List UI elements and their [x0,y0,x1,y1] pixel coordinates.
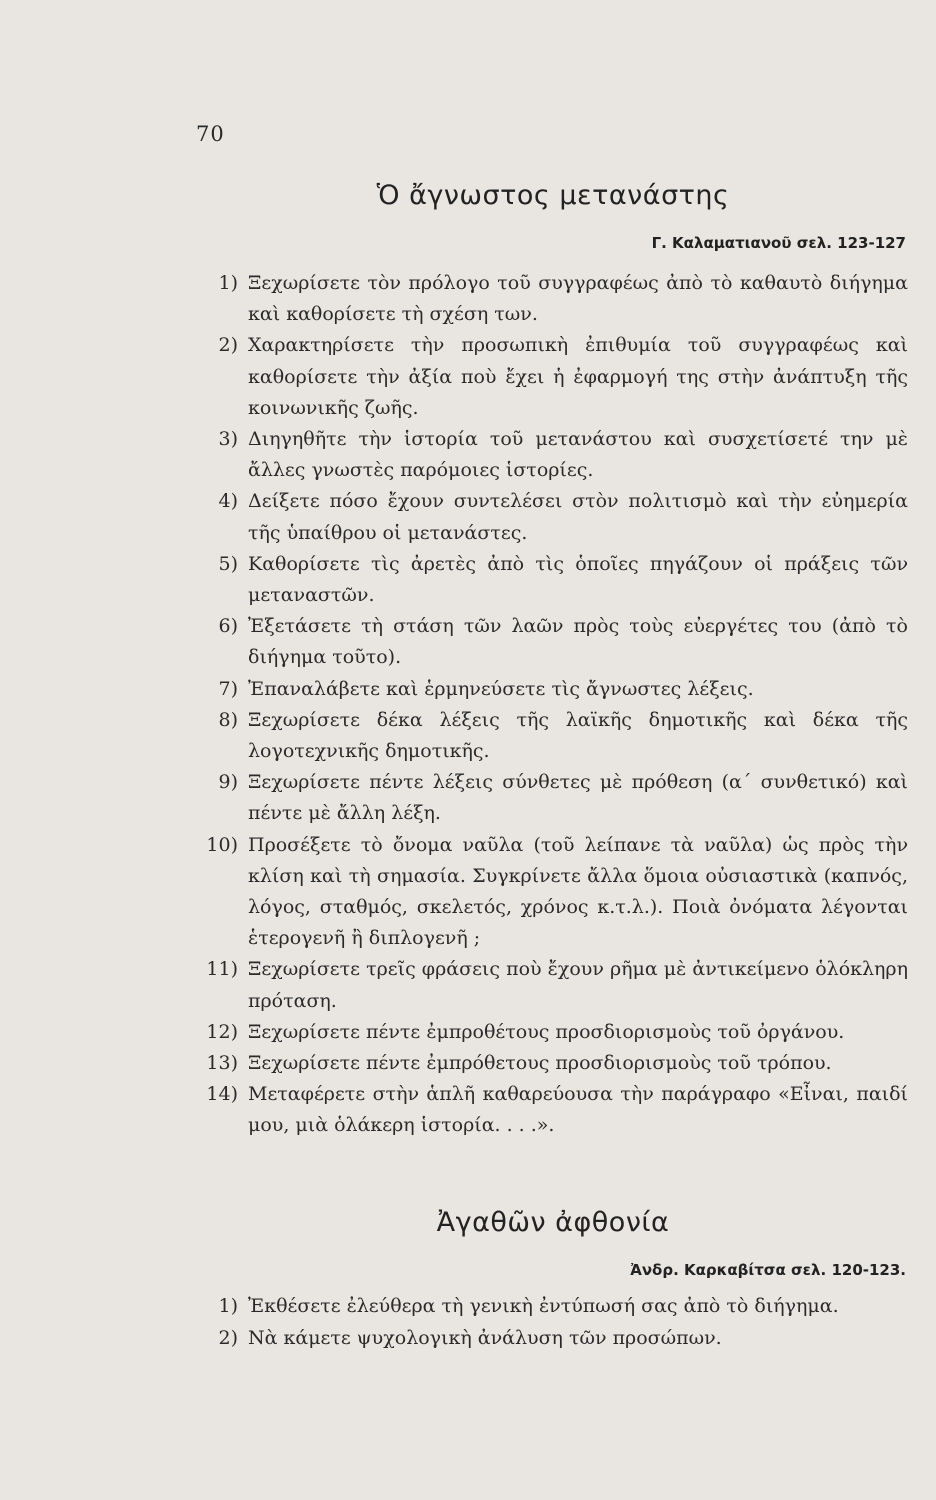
question-number: 11) [206,958,238,981]
question-text: Δείξετε πόσο ἔχουν συντελέσει στὸν πολιτισμὸ καὶ τὴν εὐημερία τῆς ὑπαίθρου οἱ μετανάστες. [248,490,908,544]
question-list-1 [192,268,908,1142]
question-number: 4) [218,490,238,513]
question-item [192,268,908,330]
question-item [192,611,908,673]
question-list-2 [192,1290,908,1354]
section-title-2: Ἀγαθῶν ἀφθονία [436,1207,670,1238]
section-source-2: Ἀνδρ. Καρκαβίτσα σελ. 120-123. [630,1261,906,1279]
question-number: 3) [218,428,238,451]
question-item [192,424,908,486]
question-text: Διηγηθῆτε τὴν ἱστορία τοῦ μετανάστου καὶ συσχετίσετέ την μὲ ἄλλες γνωστὲς παρόμοιες ἱστορίες. [248,428,908,482]
question-number: 12) [206,1020,238,1043]
question-text: Ξεχωρίσετε πέντε ἐμπρόθετους προσδιορισμοὺς τοῦ τρόπου. [248,1052,832,1075]
question-number: 7) [218,677,238,700]
question-item [192,330,908,424]
question-text: Ἐκθέσετε ἐλεύθερα τὴ γενικὴ ἐντύπωσή σας ἀπὸ τὸ διήγημα. [248,1295,839,1317]
question-text: Προσέξετε τὸ ὄνομα ναῦλα (τοῦ λείπανε τὰ ναῦλα) ὡς πρὸς τὴν κλίση καὶ τὴ σημασία. Συγκρίνετε ἄλλα ὅμοια οὐσιαστικὰ (καπνός, λόγος, σταθμός, σκελετός, χρόνος κ.τ.λ.). Ποιὰ ὀνόματα λέγονται ἑτερογενῆ ἢ διπλογενῆ ; [248,833,908,950]
question-number: 1) [218,1295,238,1317]
question-text: Ἐπαναλάβετε καὶ ἑρμηνεύσετε τὶς ἄγνωστες λέξεις. [248,677,754,700]
question-text: Ξεχωρίσετε δέκα λέξεις τῆς λαϊκῆς δημοτικῆς καὶ δέκα τῆς λογοτεχνικῆς δημοτικῆς. [248,708,908,763]
section-source-1: Γ. Καλαματιανοῦ σελ. 123-127 [651,234,906,252]
question-number: 13) [206,1052,238,1075]
question-item [192,954,908,1016]
page-number: 70 [196,122,225,146]
question-item [192,486,908,548]
question-number: 10) [206,833,238,856]
question-number: 5) [218,552,238,575]
question-item [192,1322,908,1354]
question-text: Ξεχωρίσετε τρεῖς φράσεις ποὺ ἔχουν ρῆμα μὲ ἀντικείμενο ὁλόκληρη πρόταση. [248,958,908,1012]
section-title-1: Ὁ ἄγνωστος μετανάστης [376,180,730,211]
question-item [192,1017,908,1048]
question-text: Ξεχωρίσετε τὸν πρόλογο τοῦ συγγραφέως ἀπὸ τὸ καθαυτὸ διήγημα καὶ καθορίσετε τὴ σχέση των. [248,272,908,326]
question-number: 6) [218,615,238,638]
question-number: 1) [218,272,238,294]
question-item [192,1079,908,1141]
question-text: Καθορίσετε τὶς ἀρετὲς ἀπὸ τὶς ὁποῖες πηγάζουν οἱ πράξεις τῶν μεταναστῶν. [248,552,908,607]
question-item [192,705,908,767]
question-number: 9) [218,771,238,794]
question-text: Ξεχωρίσετε πέντε ἐμπροθέτους προσδιορισμοὺς τοῦ ὀργάνου. [248,1020,845,1043]
question-item [192,549,908,611]
question-text: Νὰ κάμετε ψυχολογικὴ ἀνάλυση τῶν προσώπων. [248,1327,722,1349]
question-item [192,1290,908,1322]
question-text: Μεταφέρετε στὴν ἁπλῆ καθαρεύουσα τὴν παράγραφο «Εἶναι, παιδί μου, μιὰ ὁλάκερη ἱστορία. . . .». [248,1083,908,1137]
question-item [192,674,908,705]
question-text: Ξεχωρίσετε πέντε λέξεις σύνθετες μὲ πρόθεση (α΄ συνθετικό) καὶ πέντε μὲ ἄλλη λέξη. [248,771,908,825]
question-number: 8) [218,708,238,731]
question-number: 2) [218,1327,238,1349]
question-text: Ἐξετάσετε τὴ στάση τῶν λαῶν πρὸς τοὺς εὐεργέτες του (ἀπὸ τὸ διήγημα τοῦτο). [248,615,908,669]
question-number: 14) [206,1083,238,1106]
question-item [192,830,908,955]
question-item [192,767,908,829]
question-item [192,1048,908,1079]
question-text: Χαρακτηρίσετε τὴν προσωπικὴ ἐπιθυμία τοῦ συγγραφέως καὶ καθορίσετε τὴν ἀξία ποὺ ἔχει ἡ ἐφαρμογή της στὴν ἀνάπτυξη τῆς κοινωνικῆς ζωῆς. [248,334,908,419]
question-number: 2) [218,334,238,357]
